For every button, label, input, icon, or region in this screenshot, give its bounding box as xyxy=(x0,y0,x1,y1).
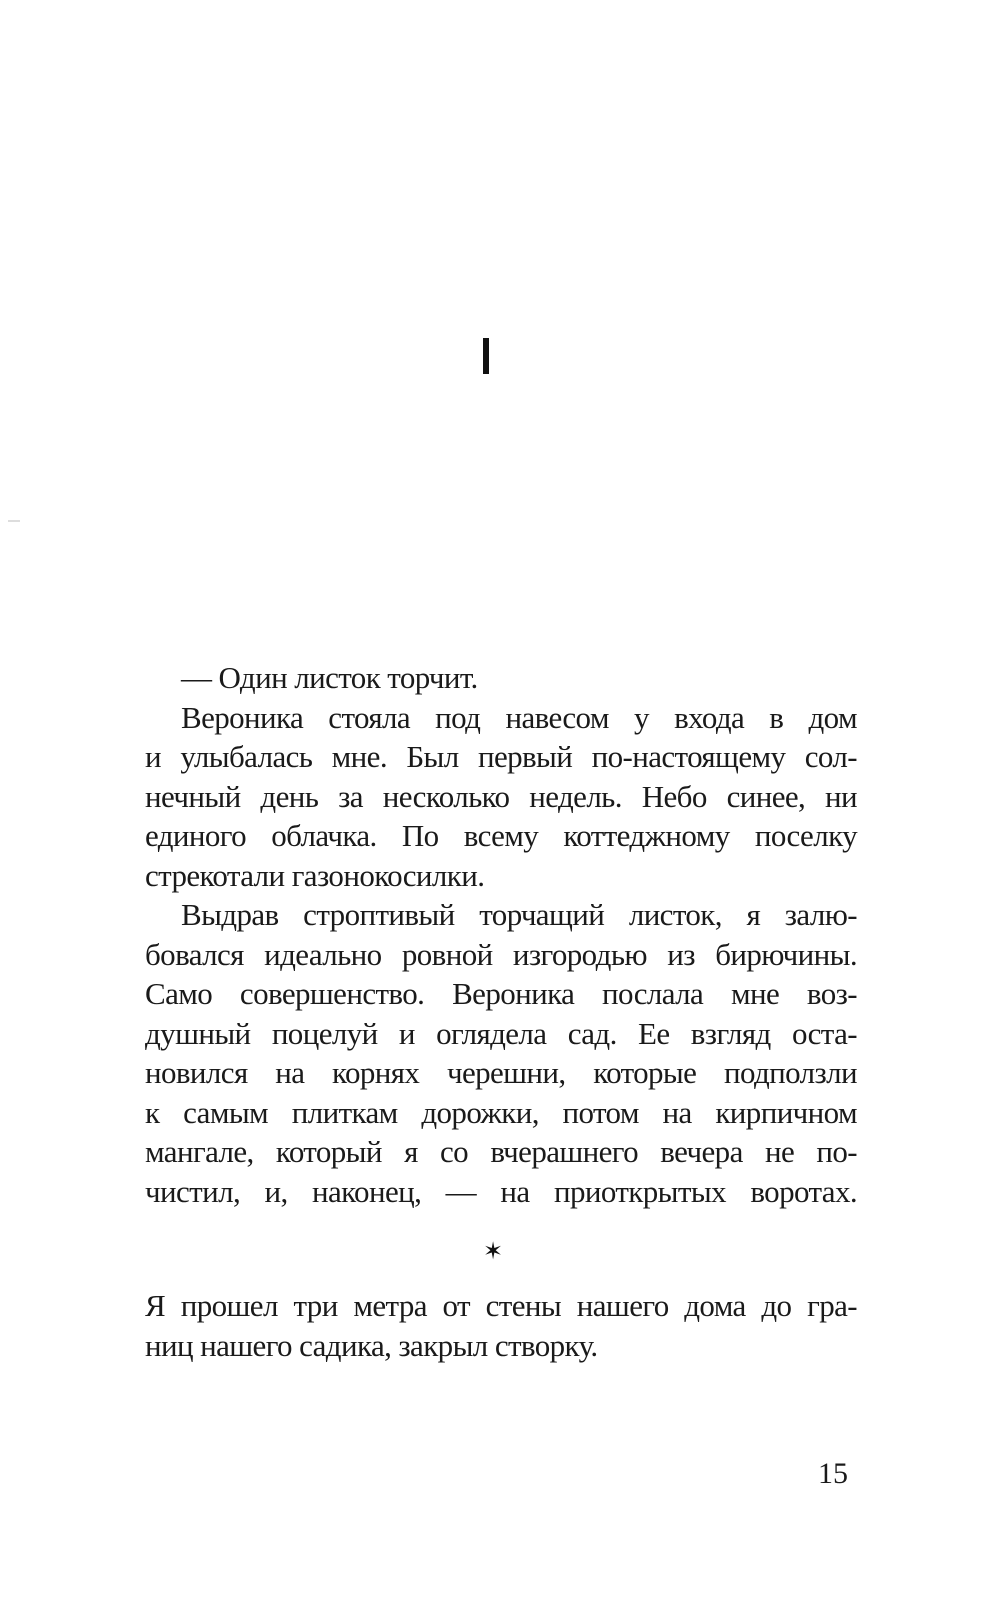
body-text-after-break xyxy=(145,1286,857,1365)
text-line: к самым плиткам дорожки, потом на кирпичном xyxy=(145,1094,857,1130)
text-line: мангале, который я со вчерашнего вечера не по- xyxy=(145,1134,857,1169)
text-line: Я прошел три метра от стены нашего дома до гра- xyxy=(145,1288,857,1323)
text-line: — Один листок торчит. xyxy=(181,660,478,695)
body-text-before-break xyxy=(145,658,857,1211)
part-numeral-i xyxy=(483,338,489,374)
text-line: стрекотали газонокосилки. xyxy=(145,857,485,893)
page-number: 15 xyxy=(818,1457,848,1490)
text-line: Вероника стояла под навесом у входа в дом xyxy=(181,699,857,735)
text-line: и улыбалась мне. Был первый по-настоящему сол- xyxy=(145,739,857,774)
scan-artifact xyxy=(8,520,20,522)
text-line: Выдрав строптивый торчащий листок, я залю- xyxy=(181,897,857,932)
text-line: бовался идеально ровной изгородью из бирючины. xyxy=(145,936,857,972)
text-line: Само совершенство. Вероника послала мне воз- xyxy=(145,976,857,1011)
text-line: нечный день за несколько недель. Небо синее, ни xyxy=(145,778,857,814)
text-line: ниц нашего садика, закрыл створку. xyxy=(145,1327,598,1363)
section-break-star-icon: ✶ xyxy=(483,1239,504,1265)
text-line: новился на корнях черешни, которые подползли xyxy=(145,1055,857,1090)
text-line: душный поцелуй и оглядела сад. Ее взгляд оста- xyxy=(145,1015,857,1051)
text-line: чистил, и, наконец, — на приоткрытых воротах. xyxy=(145,1173,857,1209)
text-line: единого облачка. По всему коттеджному поселку xyxy=(145,818,857,853)
